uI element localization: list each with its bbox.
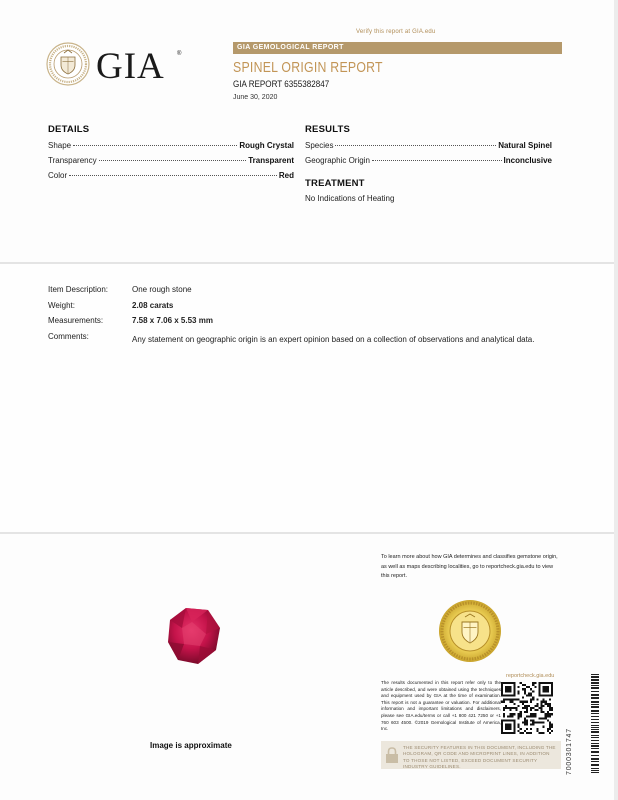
reportcheck-link[interactable]: reportcheck.gia.edu [506, 673, 555, 679]
hologram-seal-icon [438, 599, 502, 663]
results-row-species: Species Natural Spinel [305, 141, 552, 150]
report-number: GIA REPORT 6355382847 [233, 79, 330, 90]
hologram-seal [438, 599, 502, 668]
comments-label: Comments: [48, 332, 89, 341]
barcode [591, 674, 599, 779]
weight-value: 2.08 carats [132, 301, 174, 310]
barcode-icon [591, 674, 599, 774]
comments-value: Any statement on geographic origin is an expert opinion based on a collection of observations and analytical data. [132, 335, 535, 344]
svg-text:®: ® [177, 51, 182, 57]
security-text: THE SECURITY FEATURES IN THIS DOCUMENT, INCLUDING THE HOLOGRAM, QR CODE AND MICROPRINT LINES, IN ADDITION TO THOSE NOT LISTED, EXCEED DOCUMENT SECURITY INDUSTRY GUIDELINES. [403, 745, 556, 770]
gia-logo [46, 42, 186, 91]
report-date: June 30, 2020 [233, 94, 278, 101]
lock-icon [384, 746, 400, 764]
treatment-value: No Indications of Heating [305, 194, 395, 203]
gem-image [162, 604, 226, 673]
measurements-label: Measurements: [48, 316, 104, 325]
spinel-crystal-image [162, 604, 226, 668]
details-row-color: Color Red [48, 171, 294, 180]
results-row-origin: Geographic Origin Inconclusive [305, 156, 552, 165]
report-banner [233, 42, 562, 54]
weight-label: Weight: [48, 301, 75, 310]
serial-number: 7000301747 [566, 728, 573, 775]
svg-text:GIA: GIA [96, 46, 165, 86]
page-edge [614, 0, 618, 800]
qr-code-icon [501, 682, 553, 734]
details-row-transparency: Transparency Transparent [48, 156, 294, 165]
banner-text: GIA GEMOLOGICAL REPORT [237, 44, 344, 51]
qr-code[interactable] [501, 682, 553, 739]
treatment-heading: TREATMENT [305, 178, 365, 189]
item-description-value: One rough stone [132, 285, 192, 294]
measurements-value: 7.58 x 7.06 x 5.53 mm [132, 316, 213, 325]
report-title: SPINEL ORIGIN REPORT [233, 59, 383, 76]
gia-seal-icon [46, 42, 186, 86]
image-caption: Image is approximate [150, 741, 232, 750]
learn-more-text: To learn more about how GIA determines and classifies gemstone origin, as well as maps describing localities, go to reportcheck.gia.edu to view this report. [381, 554, 558, 579]
item-description-label: Item Description: [48, 285, 109, 294]
results-heading: RESULTS [305, 124, 351, 135]
disclaimer-text: The results documented in this report refer only to the article described, and were obtained using the techniques and equipment used by GIA at the time of examination. This report is not a guarantee or valuation. For additional information and important limitations and disclaimers, please see GIA.edu/terms or call +1 800 421 7250 or +1 760 603 4500. ©2019 Gemological Institute of America, Inc. [381, 680, 501, 732]
verify-link[interactable]: Verify this report at GIA.edu [356, 29, 436, 35]
details-heading: DETAILS [48, 124, 90, 135]
item-details-panel [0, 264, 618, 532]
security-notice [381, 741, 561, 769]
details-row-shape: Shape Rough Crystal [48, 141, 294, 150]
